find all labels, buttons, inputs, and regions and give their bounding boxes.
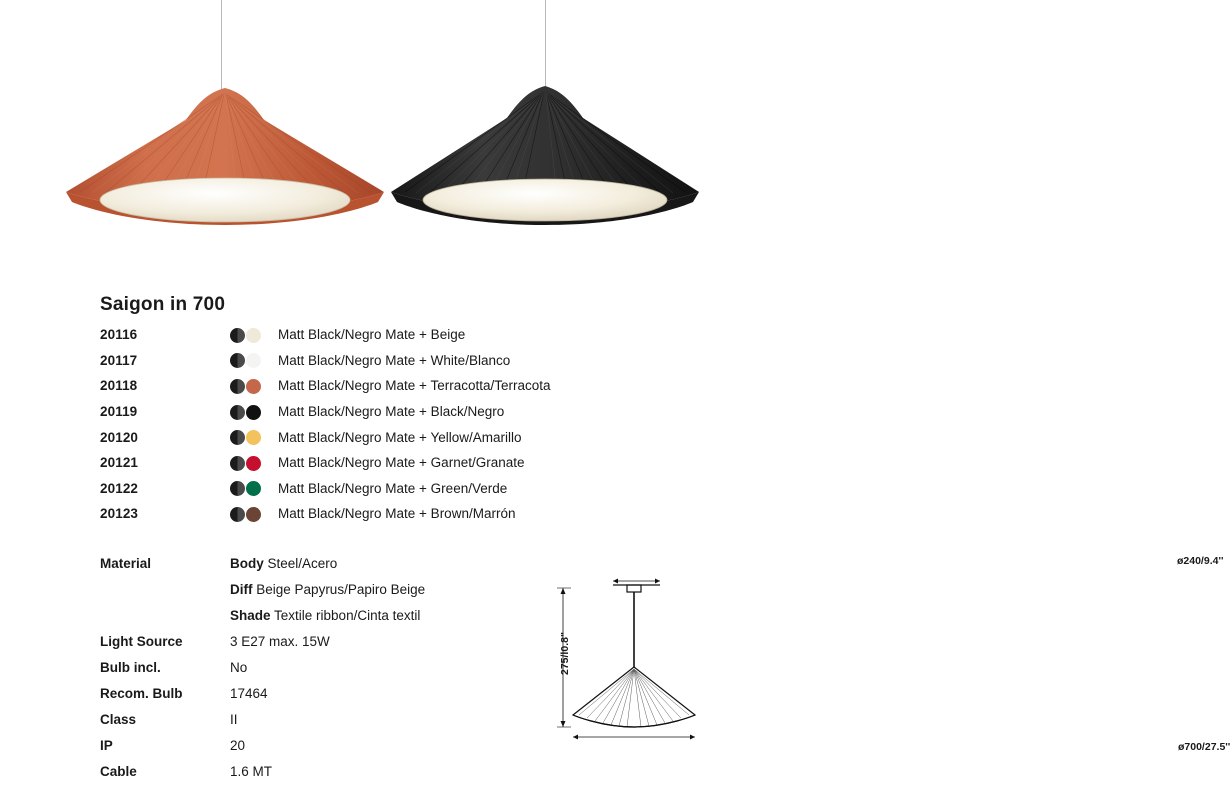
variant-code: 20121 <box>100 455 139 471</box>
spec-label: Recom. Bulb <box>100 686 183 701</box>
drawing-svg <box>565 555 785 755</box>
table-row <box>100 476 720 502</box>
variant-description: Matt Black/Negro Mate + Brown/Marrón <box>278 506 516 522</box>
spec-value <box>230 551 540 577</box>
table-row <box>100 450 720 476</box>
variant-code: 20123 <box>100 506 139 522</box>
variant-code: 20116 <box>100 327 138 343</box>
swatch-shade <box>246 481 261 496</box>
spec-row <box>100 655 540 681</box>
page-title: Saigon in 700 <box>100 294 226 315</box>
variant-swatches <box>230 476 278 502</box>
variant-code: 20117 <box>100 352 138 368</box>
spec-row <box>100 577 540 603</box>
variant-code: 20119 <box>100 404 138 420</box>
swatch-shade <box>246 507 261 522</box>
dimension-bottom-label: ø700/27.5'' <box>1178 741 1230 753</box>
spec-label <box>100 577 230 603</box>
swatch-shade <box>246 353 261 368</box>
variant-swatches <box>230 322 278 348</box>
lamp-black <box>385 82 705 232</box>
table-row <box>100 373 720 399</box>
swatch-shade <box>246 328 261 343</box>
variant-swatches <box>230 450 278 476</box>
variant-code: 20118 <box>100 378 138 394</box>
spec-value: 3 E27 max. 15W <box>230 634 330 649</box>
variant-description: Matt Black/Negro Mate + Green/Verde <box>278 480 508 496</box>
swatch-body <box>230 328 245 343</box>
swatch-body <box>230 430 245 445</box>
swatch-body <box>230 379 245 394</box>
spec-value: II <box>230 712 238 727</box>
spec-value-emphasis: Shade <box>230 608 271 623</box>
spec-row <box>100 733 540 759</box>
spec-value: 1.6 MT <box>230 764 273 779</box>
spec-row <box>100 707 540 733</box>
variant-description: Matt Black/Negro Mate + Yellow/Amarillo <box>278 429 522 445</box>
swatch-body <box>230 405 245 420</box>
dimension-height-label: 275/l0.8" <box>559 632 571 675</box>
variant-table <box>100 322 720 527</box>
variant-swatches <box>230 399 278 425</box>
swatch-body <box>230 456 245 471</box>
table-row <box>100 348 720 374</box>
spec-label: Light Source <box>100 634 183 649</box>
variant-description: Matt Black/Negro Mate + White/Blanco <box>278 352 511 368</box>
spec-value: 17464 <box>230 686 268 701</box>
table-row <box>100 424 720 450</box>
spec-label: IP <box>100 738 113 753</box>
spec-value-text: Textile ribbon/Cinta textil <box>274 608 421 623</box>
swatch-shade <box>246 379 261 394</box>
table-row <box>100 399 720 425</box>
spec-label: Bulb incl. <box>100 660 161 675</box>
swatch-shade <box>246 456 261 471</box>
dimension-top-label: ø240/9.4'' <box>1177 555 1224 567</box>
swatch-shade <box>246 405 261 420</box>
spec-row <box>100 759 540 785</box>
variant-swatches <box>230 348 278 374</box>
swatch-body <box>230 353 245 368</box>
spec-value-emphasis: Diff <box>230 582 253 597</box>
spec-label: Class <box>100 712 137 727</box>
spec-row <box>100 603 540 629</box>
specification-table <box>100 551 540 785</box>
variant-description: Matt Black/Negro Mate + Black/Negro <box>278 404 505 420</box>
spec-label: Material <box>100 556 152 571</box>
table-row <box>100 501 720 527</box>
spec-row <box>100 681 540 707</box>
variant-description: Matt Black/Negro Mate + Beige <box>278 327 466 343</box>
spec-label <box>100 603 230 629</box>
variant-code: 20120 <box>100 429 139 445</box>
swatch-body <box>230 481 245 496</box>
spec-value <box>230 603 540 629</box>
variant-code: 20122 <box>100 480 139 496</box>
variant-swatches <box>230 501 278 527</box>
swatch-body <box>230 507 245 522</box>
technical-drawing <box>559 555 1230 775</box>
spec-row <box>100 629 540 655</box>
spec-value: 20 <box>230 738 246 753</box>
spec-value-text: Beige Papyrus/Papiro Beige <box>256 582 426 597</box>
variant-swatches <box>230 373 278 399</box>
spec-value <box>230 577 540 603</box>
spec-label: Cable <box>100 764 137 779</box>
spec-value-text: Steel/Acero <box>267 556 338 571</box>
table-row <box>100 322 720 348</box>
product-photo-area <box>0 0 800 270</box>
variant-swatches <box>230 424 278 450</box>
suspension-cord-right <box>545 0 546 88</box>
suspension-cord-left <box>221 0 222 92</box>
variant-description: Matt Black/Negro Mate + Garnet/Granate <box>278 455 525 471</box>
spec-row <box>100 551 540 577</box>
spec-value: No <box>230 660 248 675</box>
lamp-terracotta <box>60 86 390 236</box>
spec-value-emphasis: Body <box>230 556 264 571</box>
swatch-shade <box>246 430 261 445</box>
variant-description: Matt Black/Negro Mate + Terracotta/Terracota <box>278 378 551 394</box>
